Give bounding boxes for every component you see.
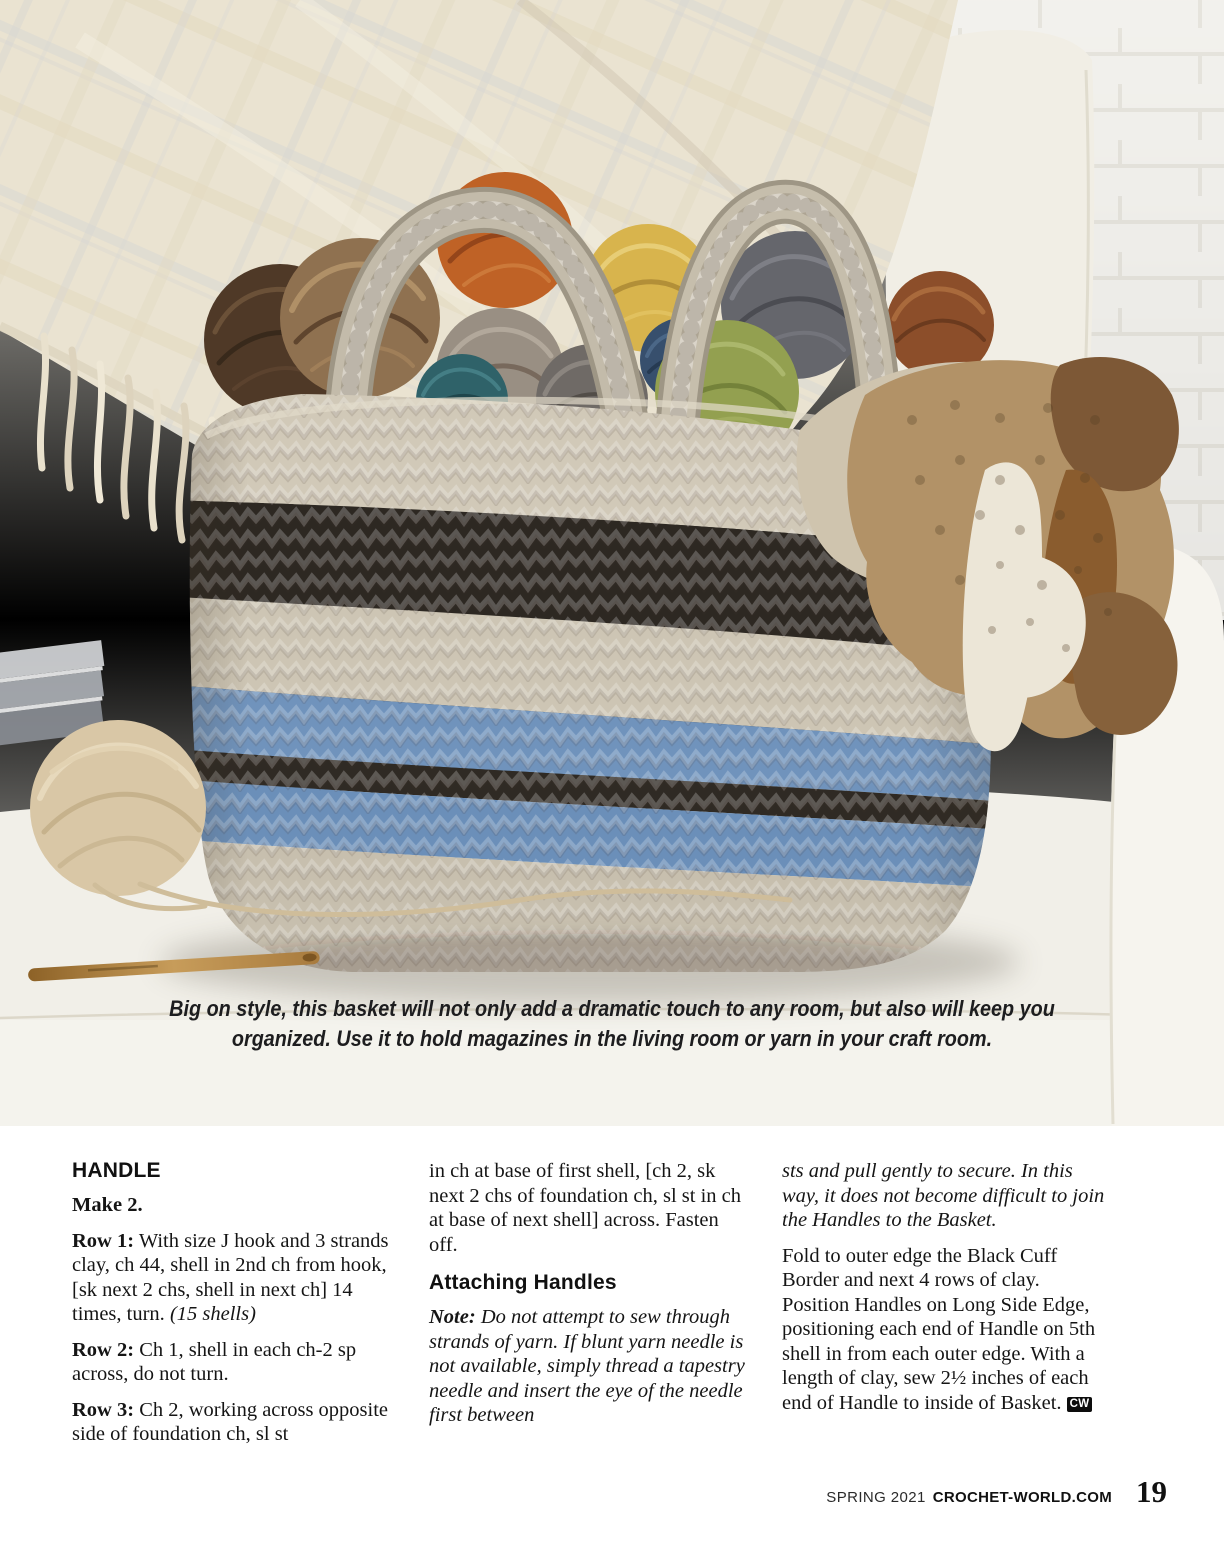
cw-end-marker: CW xyxy=(1067,1397,1093,1413)
magazine-website: CROCHET-WORLD.COM xyxy=(932,1489,1112,1506)
page-footer xyxy=(826,1474,1167,1510)
row-1-instruction: Row 1: With size J hook and 3 strands clay, ch 44, shell in 2nd ch from hook, [sk next 2 chs, shell in next ch] 14 times, turn. (15 shells) xyxy=(72,1229,389,1325)
pattern-instructions xyxy=(72,1159,1113,1458)
row-1-stitch-count: (15 shells) xyxy=(169,1303,256,1325)
make-quantity: Make 2. xyxy=(72,1194,143,1216)
column-3 xyxy=(782,1159,1105,1458)
attaching-note-continued: sts and pull gently to secure. In this way, it does not become difficult to join the Handles to the Basket. xyxy=(782,1160,1105,1231)
handle-heading: HANDLE xyxy=(72,1159,161,1182)
column-2 xyxy=(429,1159,748,1458)
column-1 xyxy=(72,1159,395,1458)
caption-line-1: Big on style, this basket will not only add a dramatic touch to any room, but also will keep you xyxy=(169,996,1055,1021)
row-3-label: Row 3: xyxy=(72,1398,135,1421)
attaching-note: Note: Do not attempt to sew through strands of yarn. If blunt yarn needle is not available, simply thread a tapestry needle and insert the eye of the needle first between xyxy=(429,1306,745,1426)
note-label: Note: xyxy=(429,1306,476,1328)
attaching-handles-heading: Attaching Handles xyxy=(429,1271,617,1294)
issue-date: SPRING 2021 xyxy=(826,1489,926,1506)
attaching-body: Fold to outer edge the Black Cuff Border and next 4 rows of clay. Position Handles on Long Side Edge, positioning each end of Handle on 5th shell in from each outer edge. With a length of clay, sew 2½ inches of each end of Handle to inside of Basket. CW xyxy=(782,1244,1096,1414)
photo-caption xyxy=(61,994,1163,1054)
row-3-instruction: Row 3: Ch 2, working across opposite side of foundation ch, sl st xyxy=(72,1398,389,1445)
page-number: 19 xyxy=(1136,1474,1167,1509)
row-2-label: Row 2: xyxy=(72,1338,135,1361)
caption-line-2: organized. Use it to hold magazines in the living room or yarn in your craft room. xyxy=(231,1026,993,1051)
row-2-instruction: Row 2: Ch 1, shell in each ch-2 sp across, do not turn. xyxy=(72,1338,357,1385)
row-3-continued: in ch at base of first shell, [ch 2, sk next 2 chs of foundation ch, sl st in ch at base of next shell] across. Fasten off. xyxy=(429,1160,742,1256)
row-1-label: Row 1: xyxy=(72,1229,135,1252)
